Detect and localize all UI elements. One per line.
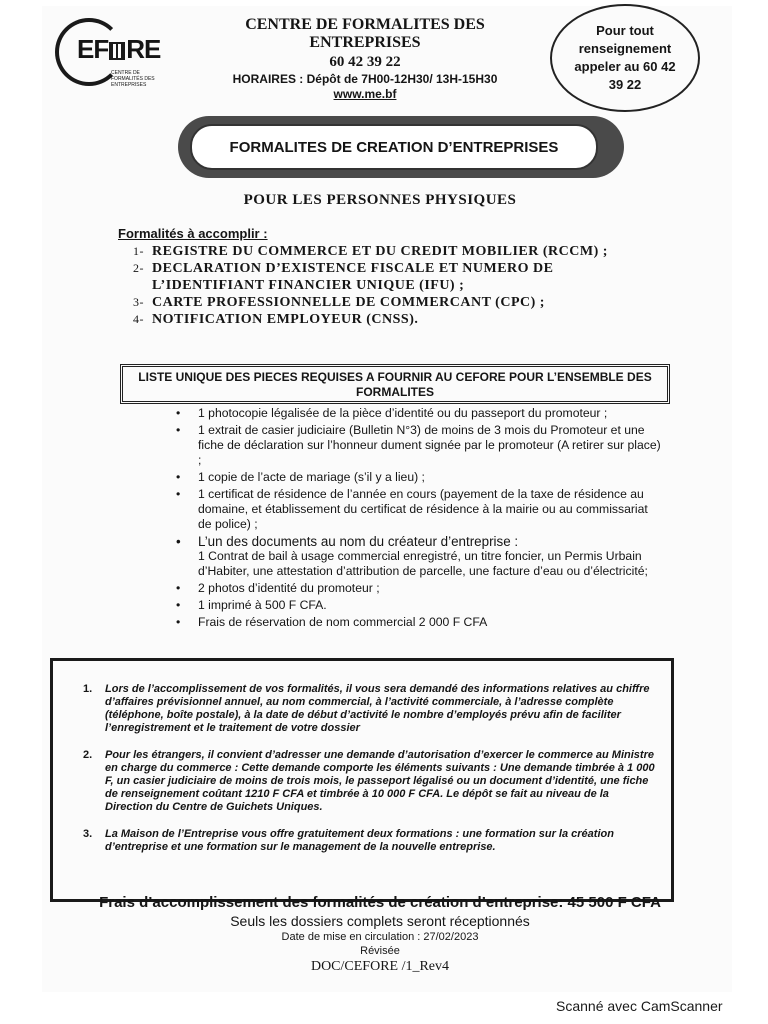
list-item: • Frais de réservation de nom commercial 2 000 F CFA [176, 615, 662, 630]
pieces-box-title: LISTE UNIQUE DES PIECES REQUISES A FOURNIR AU CEFORE POUR L’ENSEMBLE DES FORMALITES [120, 364, 670, 404]
title-banner [172, 114, 624, 180]
list-item: • 1 copie de l’acte de mariage (s’il y a lieu) ; [176, 470, 662, 485]
cefore-logo [55, 18, 165, 90]
note-item: 2. Pour les étrangers, il convient d’adresser une demande d’autorisation d’exercer le commerce au Ministre en charge du commerce : Cette demande comporte les éléments suivants : Une demande timbrée à 1 000 F, un casier judiciaire de moins de trois mois, le passeport légalisé ou un document d’identité, une fiche de renseignement coûtant 1210 F CFA et timbrée à 10 000 F CFA. Le dépôt se fait au niveau de la Direction du Centre de Guichets Uniques. [83, 749, 655, 813]
note-item: 1. Lors de l’accomplissement de vos formalités, il vous sera demandé des informations relatives au chiffre d’affaires prévisionnel annuel, au nom commercial, à l’activité commerciale, à l’adresse complète (téléphone, boîte postale), à la date de début d’activité le nombre d’employés prévu afin de faciliter l’enregistrement et le traitement de votre dossier [83, 683, 650, 734]
list-item: • 2 photos d’identité du promoteur ; [176, 581, 662, 596]
footer [70, 894, 690, 975]
footer-fees: Frais d’accomplissement des formalités de création d’entreprise: 45 500 F CFA [99, 894, 661, 911]
page-subtitle: POUR LES PERSONNES PHYSIQUES [243, 192, 517, 208]
contact-oval-text: Pour tout renseignement appeler au 60 42 39 22 [574, 23, 676, 92]
list-item: • 1 extrait de casier judiciaire (Bulletin N°3) de moins de 3 mois du Promoteur et une fiche de déclaration sur l’honneur dument signée par le promoteur (A retirer sur place) ; [176, 423, 662, 468]
header-phone: 60 42 39 22 [329, 54, 401, 70]
formalities-list [118, 243, 666, 328]
scanner-watermark: Scanné avec CamScanner [556, 998, 723, 1014]
list-item: 3- CARTE PROFESSIONNELLE DE COMMERCANT (CPC) ; [133, 295, 545, 310]
logo-wordmark: EF RE [77, 34, 161, 64]
footer-date: Date de mise en circulation : 27/02/2023 [281, 931, 479, 943]
list-item [176, 534, 662, 579]
formalities-heading: Formalités à accomplir : [118, 226, 268, 241]
pieces-list [176, 406, 662, 632]
contact-oval [550, 4, 700, 112]
documents-heading: L’un des documents au nom du créateur d’entreprise : [198, 534, 519, 549]
notes-box [50, 658, 674, 902]
documents-detail: 1 Contrat de bail à usage commercial enregistré, un titre foncier, un Permis Urbain d’Habiter, une attestation d’attribution de parcelle, une facture d’eau ou d’électricité; [198, 549, 648, 578]
formalities-section [118, 226, 666, 328]
note-item: 3. La Maison de l’Entreprise vous offre gratuitement deux formations : une formation sur la création d’entreprise et une formation sur le management de la nouvelle entreprise. [83, 828, 614, 853]
list-item: • 1 photocopie légalisée de la pièce d’identité ou du passeport du promoteur ; [176, 406, 662, 421]
header-title: CENTRE DE FORMALITES DES ENTREPRISES [245, 16, 485, 51]
list-item: 2- DECLARATION D’EXISTENCE FISCALE ET NUMERO DE L’IDENTIFIANT FINANCIER UNIQUE (IFU) ; [133, 261, 554, 293]
logo-tagline: CENTRE DE FORMALITÉS DES ENTREPRISES [111, 70, 155, 88]
list-item: 1- REGISTRE DU COMMERCE ET DU CREDIT MOBILIER (RCCM) ; [133, 244, 608, 259]
list-item: 4- NOTIFICATION EMPLOYEUR (CNSS). [133, 312, 419, 327]
banner-title: FORMALITES DE CREATION D’ENTREPRISES [190, 124, 598, 170]
footer-complete-notice: Seuls les dossiers complets seront réceptionnés [230, 913, 530, 929]
footer-doc-ref: DOC/CEFORE /1_Rev4 [310, 959, 450, 974]
list-item: • 1 imprimé à 500 F CFA. [176, 598, 662, 613]
building-icon [109, 42, 125, 60]
list-item: • 1 certificat de résidence de l’année en cours (payement de la taxe de résidence au domaine, et établissement du certificat de résidence à la mairie ou au commissariat de police) ; [176, 487, 662, 532]
footer-revised: Révisée [360, 945, 400, 957]
header-website: www.me.bf [333, 87, 397, 101]
header-block [190, 16, 540, 101]
header-hours: HORAIRES : Dépôt de 7H00-12H30/ 13H-15H30 [232, 72, 498, 86]
